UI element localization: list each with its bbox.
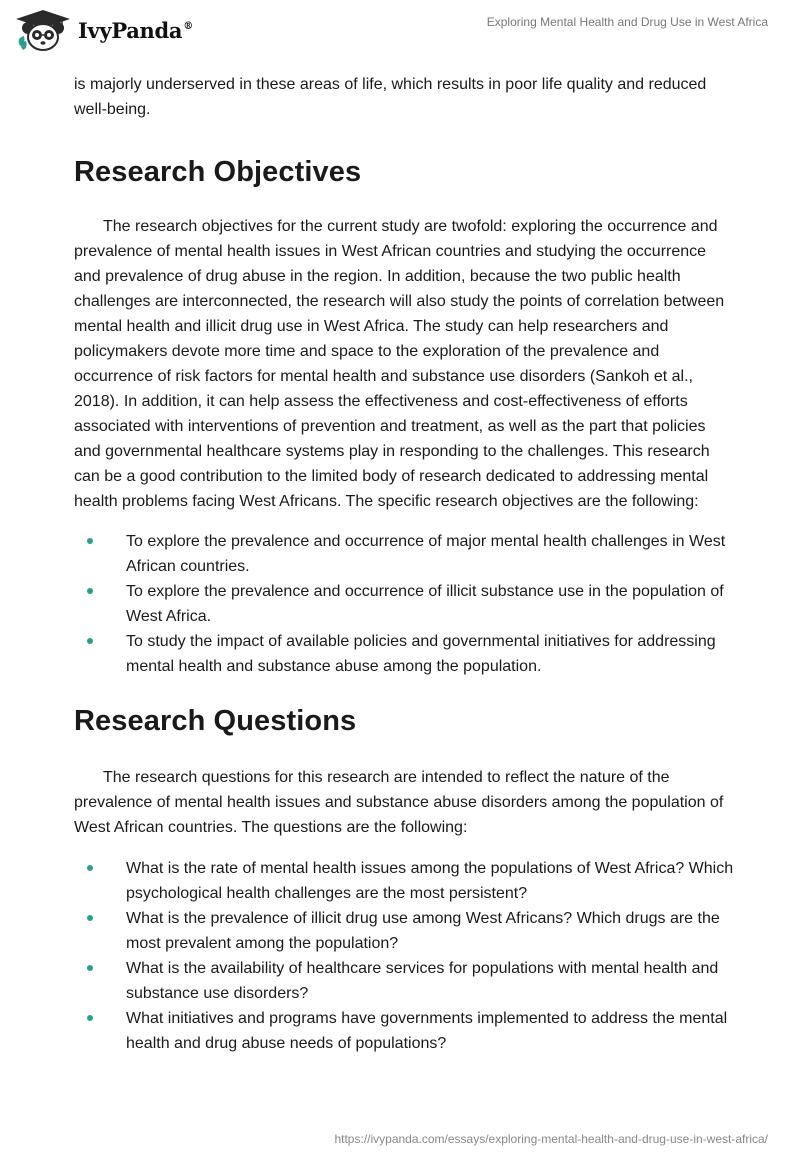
bullet-icon xyxy=(87,915,93,921)
section-heading-research-objectives: Research Objectives xyxy=(74,156,362,188)
research-objectives-paragraph: The research objectives for the current study are twofold: exploring the occurrence and prevalence of mental health issues in West African countries and studying the occurrence and prevalence of drug abuse in the region. In addition, because the two public health challenges are interconnected, the research will also study the points of correlation between mental health and illicit drug use in West Africa. The study can help researchers and policymakers devote more time and space to the exploration of the prevalence and occurrence of risk factors for mental health and substance use disorders (Sankoh et al., 2018). In addition, it can help assess the effectiveness and cost-effectiveness of efforts associated with interventions of prevention and treatment, as well as the part that policies and governmental healthcare systems play in responding to the challenges. This research can be a good contribution to the limited body of research dedicated to addressing mental health problems facing West Africans. The specific research objectives are the following: xyxy=(74,218,725,510)
bullet-icon xyxy=(87,1015,93,1021)
intro-paragraph-fragment: is majorly underserved in these areas of life, which results in poor life quality and reduced well-being. xyxy=(74,76,707,118)
list-item: What is the availability of healthcare services for populations with mental health and substance use disorders? xyxy=(74,956,734,1006)
list-item: To explore the prevalence and occurrence of major mental health challenges in West African countries. xyxy=(74,529,734,579)
list-item: To explore the prevalence and occurrence of illicit substance use in the population of West Africa. xyxy=(74,579,734,629)
document-title: Exploring Mental Health and Drug Use in West Africa xyxy=(486,15,768,29)
research-questions-list xyxy=(74,856,734,1056)
bullet-icon xyxy=(87,638,93,644)
ivypanda-logo[interactable] xyxy=(14,8,193,52)
source-url-link[interactable]: https://ivypanda.com/essays/exploring-mental-health-and-drug-use-in-west-africa/ xyxy=(334,1132,768,1146)
research-questions-paragraph: The research questions for this research are intended to reflect the nature of the prevalence of mental health issues and substance abuse disorders among the population of West African countries. The questions are the following: xyxy=(74,769,724,836)
page-header xyxy=(0,0,800,64)
bullet-icon xyxy=(87,965,93,971)
research-objectives-list xyxy=(74,529,734,679)
list-item: To study the impact of available policies and governmental initiatives for addressing mental health and substance abuse among the population. xyxy=(74,629,734,679)
bullet-icon xyxy=(87,538,93,544)
list-item: What is the prevalence of illicit drug use among West Africans? Which drugs are the most prevalent among the population? xyxy=(74,906,734,956)
panda-graduate-icon xyxy=(14,8,72,52)
essay-content xyxy=(74,72,734,1056)
bullet-icon xyxy=(87,865,93,871)
list-item: What initiatives and programs have governments implemented to address the mental health and drug abuse needs of populations? xyxy=(74,1006,734,1056)
bullet-icon xyxy=(87,588,93,594)
list-item: What is the rate of mental health issues among the populations of West Africa? Which psychological health challenges are the most persistent? xyxy=(74,856,734,906)
brand-name: IvyPanda® xyxy=(78,17,193,43)
section-heading-research-questions: Research Questions xyxy=(74,705,357,737)
